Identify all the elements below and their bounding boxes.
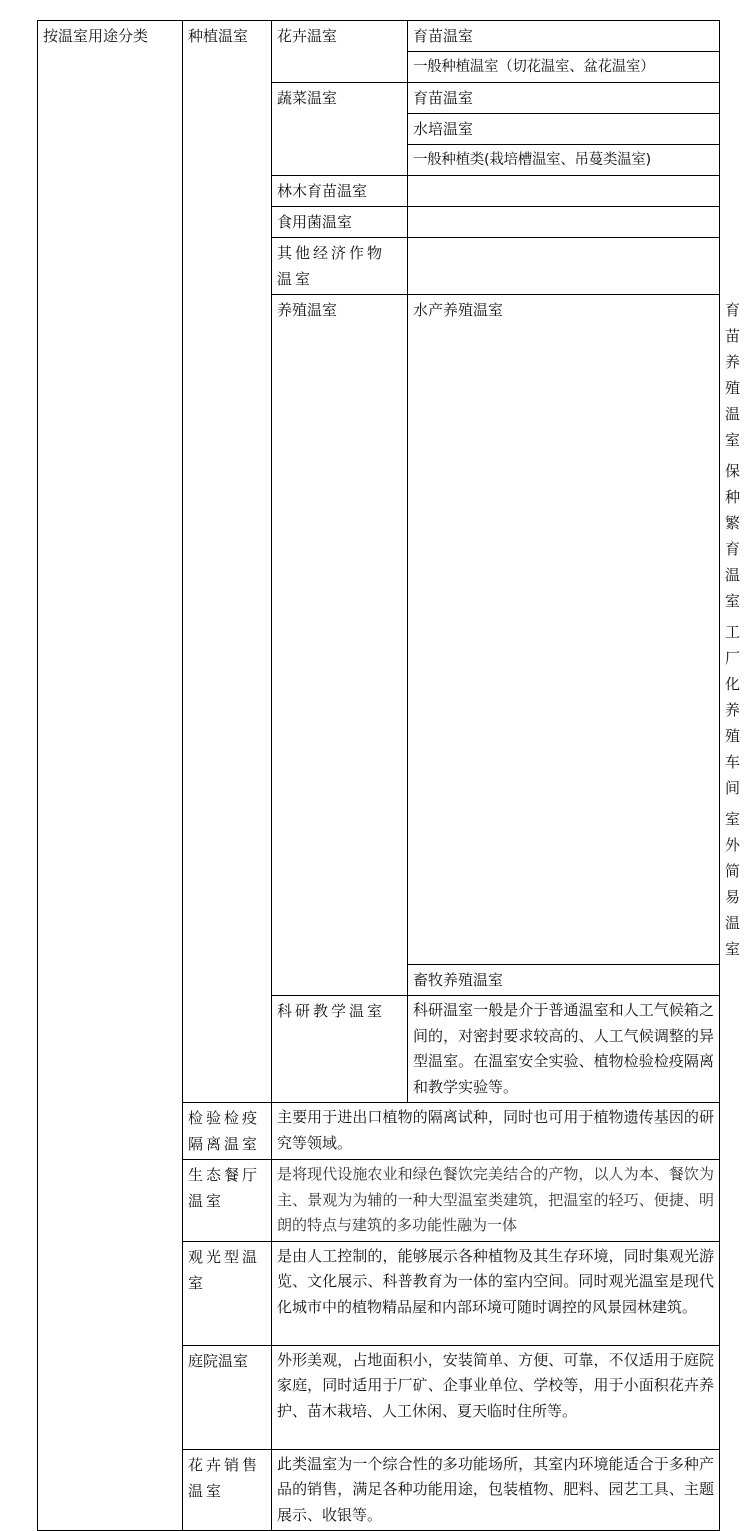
fungus-greenhouse-cell: 食用菌温室 (272, 207, 408, 238)
livestock-greenhouse-cell: 畜牧养殖温室 (408, 965, 720, 996)
document-page (37, 20, 741, 1531)
quarantine-description-cell: 主要用于进出口植物的隔离试种，同时也可用于植物遗传基因的研究等领域。 (272, 1103, 720, 1160)
subtype-cell: 一般种植温室（切花温室、盆花温室） (408, 52, 720, 83)
aquatic-greenhouse-cell: 水产养殖温室 (408, 295, 720, 965)
courtyard-category-cell: 庭院温室 (183, 1345, 272, 1449)
empty-cell (408, 176, 720, 207)
forestry-greenhouse-cell: 林木育苗温室 (272, 176, 408, 207)
sightseeing-description-cell: 是由人工控制的，能够展示各种植物及其生存环境，同时集观光游览、文化展示、科普教育为一体的室内空间。同时观光温室是现代化城市中的植物精品屋和内部环境可随时调控的风景园林建筑。 (272, 1241, 720, 1345)
courtyard-description-cell: 外形美观，占地面积小，安装简单、方便、可靠，不仅适用于庭院家庭，同时适用于厂矿、企事业单位、学校等，用于小面积花卉养护、苗木栽培、人工休闲、夏天临时住所等。 (272, 1345, 720, 1449)
subtype-cell: 育苗温室 (408, 83, 720, 114)
table-row: 室外简易温室 (725, 810, 741, 958)
restaurant-category-cell: 生态餐厅温室 (183, 1160, 272, 1242)
table-row: 养殖温室 水产养殖温室 育苗养殖温室 (38, 295, 720, 456)
flower-greenhouse-cell: 花卉温室 (272, 21, 408, 83)
empty-cell (408, 207, 720, 238)
table-row (38, 21, 720, 52)
breeding-category-cell: 养殖温室 (272, 295, 408, 996)
vegetable-greenhouse-cell: 蔬菜温室 (272, 83, 408, 176)
table-row: 保种繁育温室 (725, 462, 741, 610)
greenhouse-classification-table (37, 20, 741, 1531)
sales-category-cell: 花卉销售温室 (183, 1449, 272, 1531)
subtype-cell: 育苗温室 (408, 21, 720, 52)
other-crops-greenhouse-cell: 其他经济作物温室 (272, 238, 408, 295)
research-description-cell: 科研温室一般是介于普通温室和人工气候箱之间的，对密封要求较高的、人工气候调整的异型温室。在温室安全实验、植物检验检疫隔离和教学实验等。 (408, 996, 720, 1103)
subtype-cell: 一般种植类(栽培槽温室、吊蔓类温室) (408, 145, 720, 176)
sales-description-cell: 此类温室为一个综合性的多功能场所，其室内环境能适合于多种产品的销售，满足各种功能用途，包装植物、肥料、园艺工具、主题展示、收银等。 (272, 1449, 720, 1531)
planting-category-cell: 种植温室 (183, 21, 272, 1103)
research-category-cell: 科研教学温室 (272, 996, 408, 1103)
empty-cell (408, 238, 720, 295)
sightseeing-category-cell: 观光型温室 (183, 1241, 272, 1345)
quarantine-category-cell: 检验检疫隔离温室 (183, 1103, 272, 1160)
subtype-cell: 水培温室 (408, 114, 720, 145)
root-category-cell: 按温室用途分类 (38, 21, 183, 1531)
restaurant-description-cell: 是将现代设施农业和绿色餐饮完美结合的产物，以人为本、餐饮为主、景观为为辅的一种大型温室类建筑，把温室的轻巧、便捷、明朗的特点与建筑的多功能性融为一体 (272, 1160, 720, 1242)
table-row: 工厂化养殖车间 (725, 623, 741, 797)
